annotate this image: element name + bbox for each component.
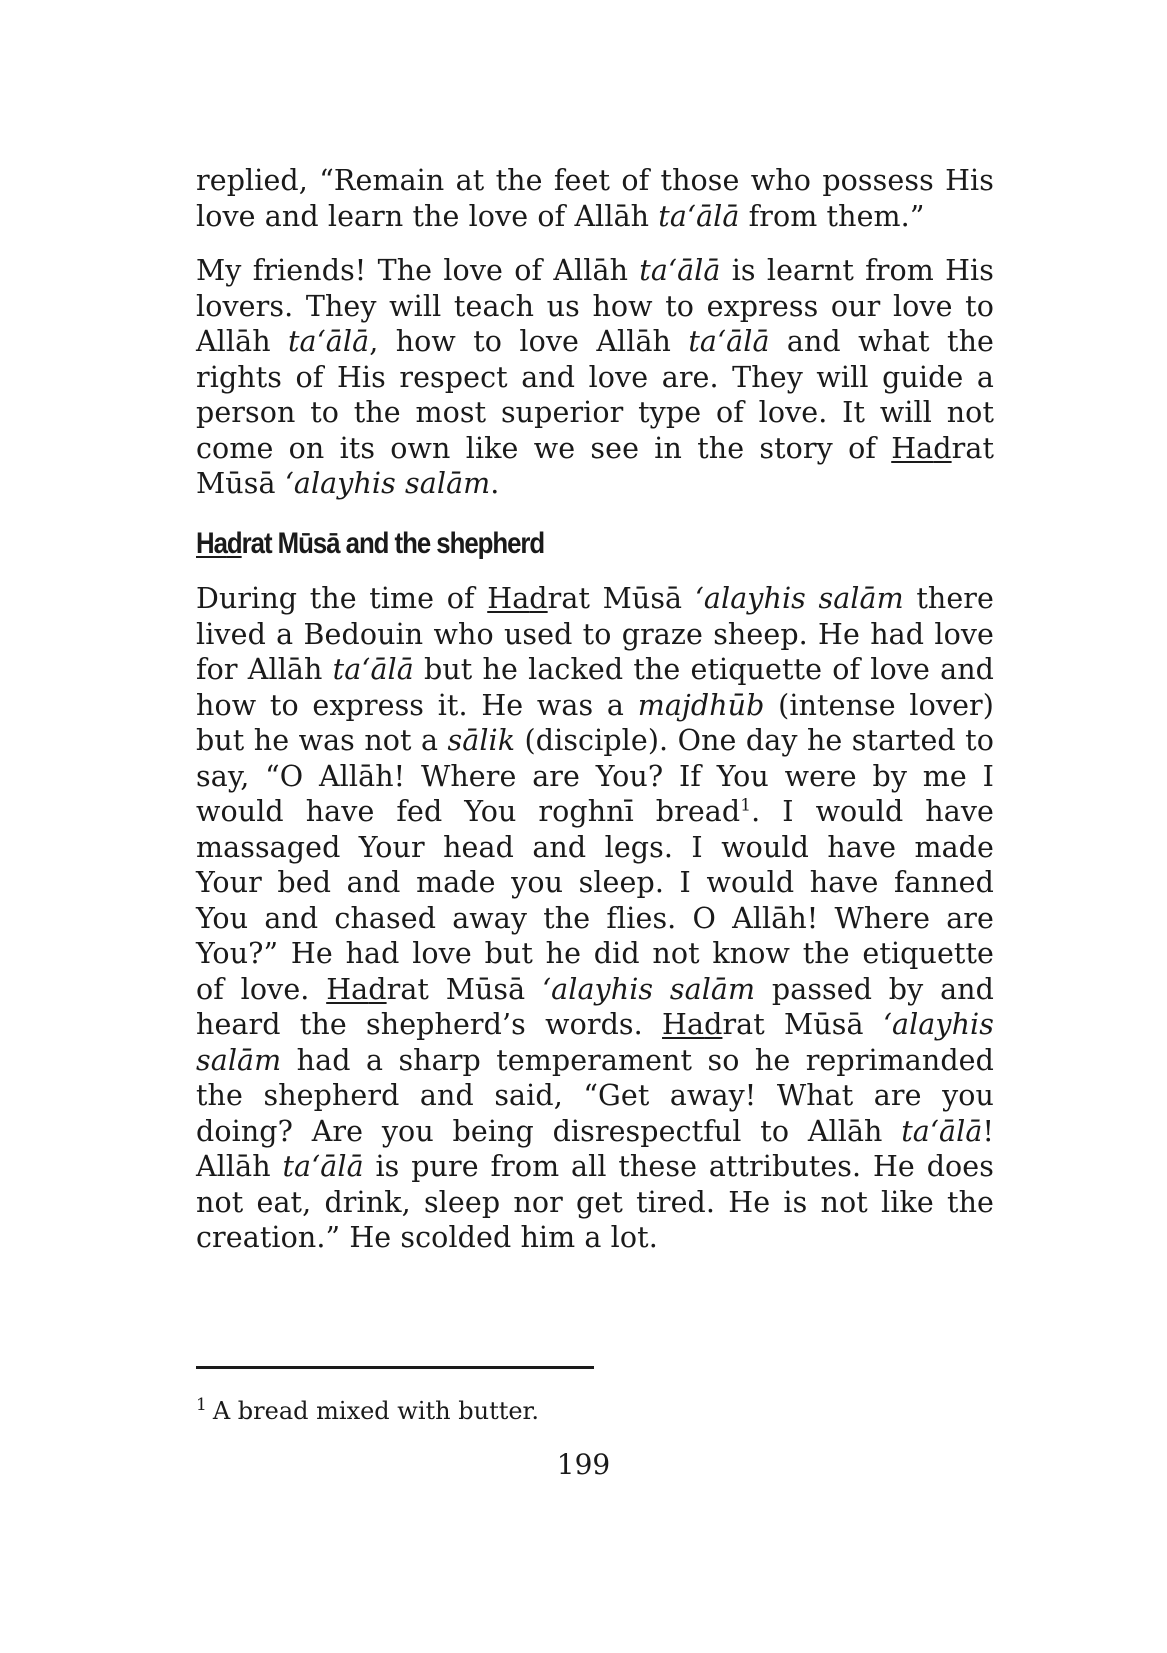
paragraph-3 — [196, 581, 994, 1256]
section-heading: Hadrat Mūsā and the shepherd — [196, 527, 545, 560]
paragraph-2-text: My friends! The love of Allāh ta‘ālā is learnt from His lovers. They will teach us how to express our love to Allāh ta‘ālā, how to love Allāh ta‘ālā and what the rights of His respect and love are. They will guide a person to the most superior type of love. It will not come on its own like we see in the story of Hadrat Mūsā ‘alayhis salām. — [196, 254, 995, 500]
page-number: 199 — [556, 1448, 611, 1481]
footnote — [196, 1396, 539, 1426]
paragraph-2 — [196, 253, 994, 502]
footnote-divider — [196, 1366, 594, 1369]
paragraph-1 — [196, 163, 994, 234]
footnote-marker: 1 — [196, 1395, 207, 1415]
paragraph-3-text: During the time of Hadrat Mūsā ‘alayhis salām there lived a Bedouin who used to graze sheep. He had love for Allāh ta‘ālā but he lacked the etiquette of love and how to express it. He was a majdhūb (intense lover) but he was not a sālik (disciple). One day he started to say, “O Allāh! Where are You? If You were by me I would have fed You roghnī bread$^1$. I would have massaged Your head and legs. I would have made Your bed and made you sleep. I would have fanned You and chased away the flies. O Allāh! Where are You?” He had love but he did not know the etiquette of love. Hadrat Mūsā ‘alayhis salām passed by and heard the shepherd’s words. Hadrat Mūsā ‘alayhis salām had a sharp temperament so he reprimanded the shepherd and said, “Get away! What are you doing? Are you being disrespectful to Allāh ta‘ālā! Allāh ta‘ālā is pure from all these attributes. He does not eat, drink, sleep nor get tired. He is not like the creation.” He scolded him a lot. — [196, 582, 995, 1254]
paragraph-1-text: replied, “Remain at the feet of those who possess His love and learn the love of Allāh ta‘ālā from them.” — [196, 164, 994, 233]
footnote-text: A bread mixed with butter. — [212, 1397, 540, 1425]
